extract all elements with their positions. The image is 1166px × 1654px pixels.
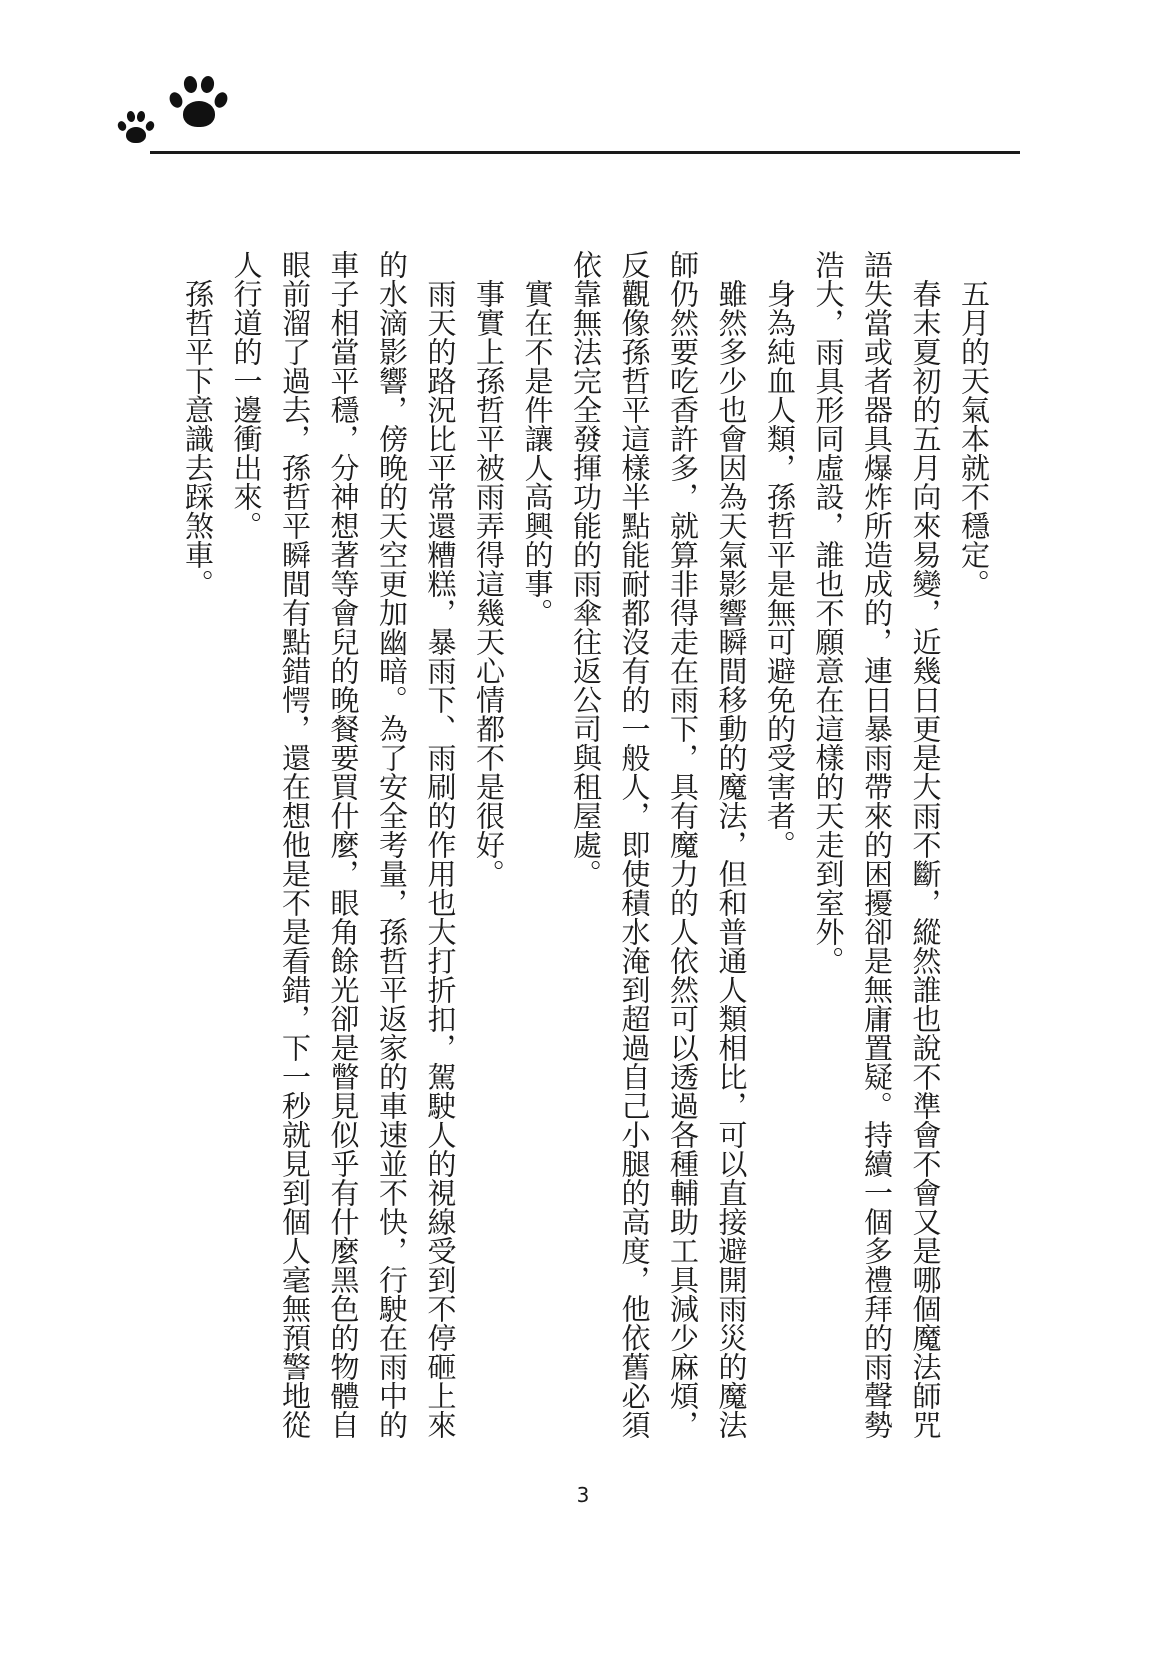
header-rule: [150, 151, 1020, 154]
paragraph: 孫哲平下意識去踩煞車。: [181, 279, 215, 598]
body-text: [174, 250, 999, 1450]
paragraph: 實在不是件讓人高興的事。: [520, 279, 555, 627]
paw-print-icon: [170, 74, 228, 132]
paragraph: 春末夏初的五月向來易變，近幾日更是大雨不斷，縱然誰也說不準會不會又是哪個魔法師咒語失當或者器具爆炸所造成的，連日暴雨帶來的困擾卻是無庸置疑。持續一個多禮拜的雨聲勢浩大，雨具形同虛設，誰也不願意在這樣的天走到室外。: [811, 250, 943, 1439]
paw-print-icon: [118, 110, 154, 146]
paragraph: 雨天的路況比平常還糟糕，暴雨下、雨刷的作用也大打折扣，駕駛人的視線受到不停砸上來的水滴影響，傍晚的天空更加幽暗。為了安全考量，孫哲平返家的車速並不快，行駛在雨中的車子相當平穩，分神想著等會兒的晚餐要買什麼，眼角餘光卻是瞥見似乎有什麼黑色的物體自眼前溜了過去，孫哲平瞬間有點錯愕，還在想他是不是看錯，下一秒就見到個人毫無預警地從人行道的一邊衝出來。: [229, 250, 458, 1439]
page-number: 3: [576, 1483, 590, 1507]
paragraph: 事實上孫哲平被雨弄得這幾天心情都不是很好。: [472, 279, 506, 888]
paragraph: 雖然多少也會因為天氣影響瞬間移動的魔法，但和普通人類相比，可以直接避開雨災的魔法師仍然要吃香許多，就算非得走在雨下，具有魔力的人依然可以透過各種輔助工具減少麻煩，反觀像孫哲平這樣半點能耐都沒有的一般人，即使積水淹到超過自己小腿的高度，他依舊必須依靠無法完全發揮功能的雨傘往返公司與租屋處。: [569, 250, 749, 1439]
paragraph: 身為純血人類，孫哲平是無可避免的受害者。: [763, 279, 797, 859]
paragraph: 五月的天氣本就不穩定。: [957, 279, 991, 598]
